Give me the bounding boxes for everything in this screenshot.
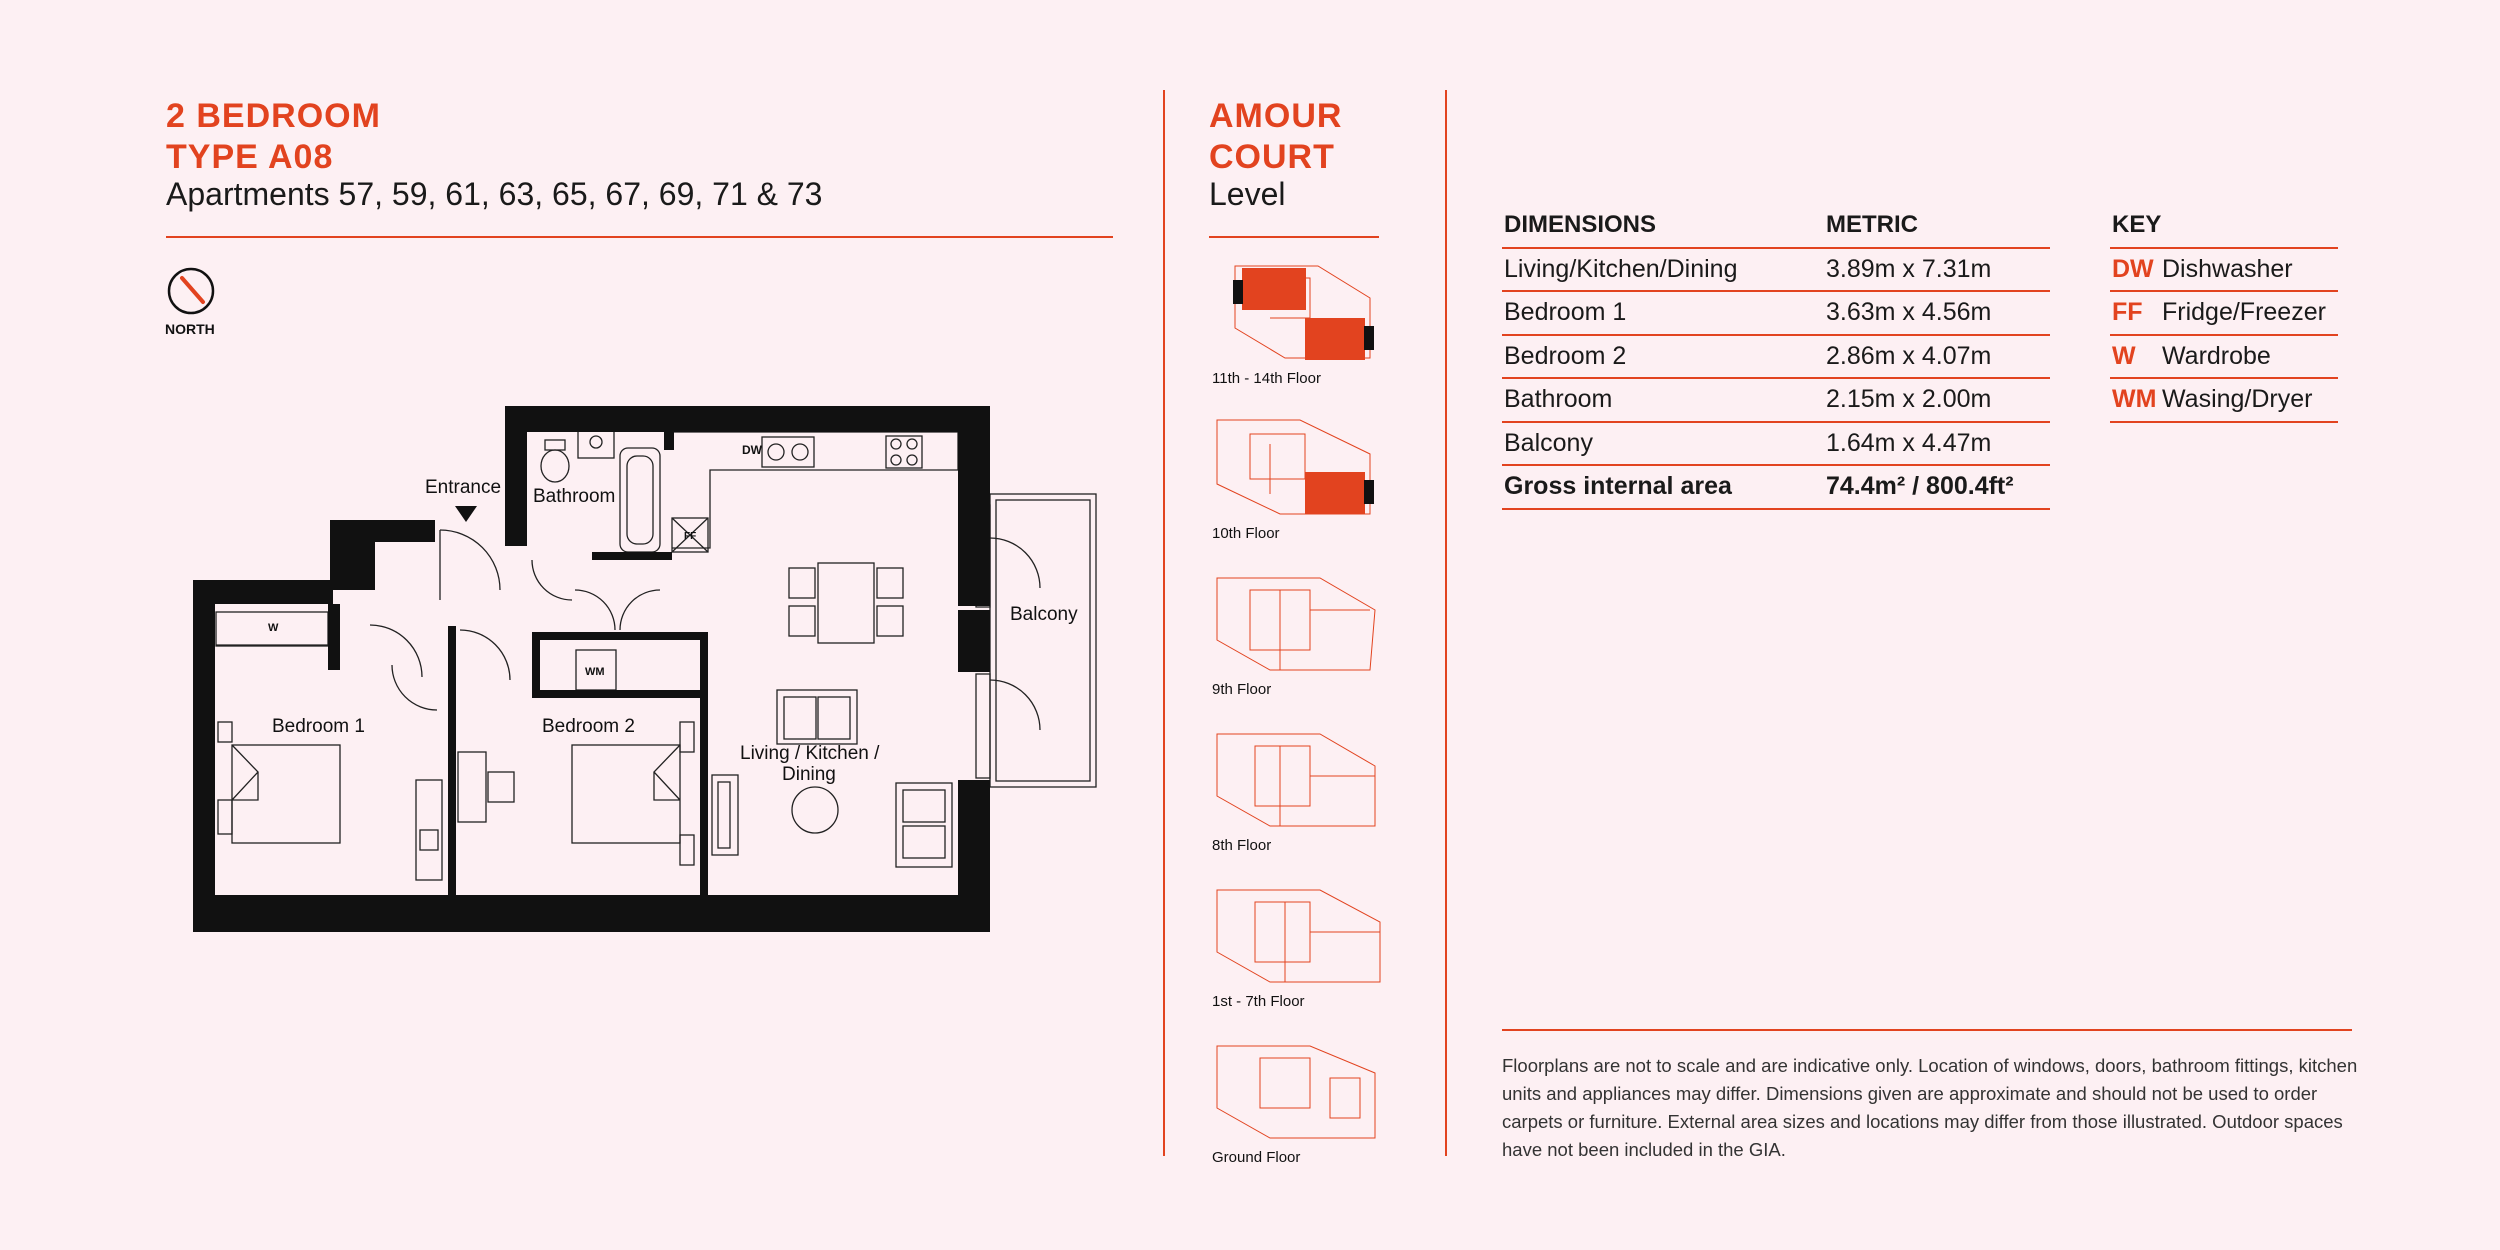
north-compass [166,266,216,321]
unit-title-line1: 2 BEDROOM [166,97,381,135]
room-name: Living/Kitchen/Dining [1502,248,1824,292]
key-code: FF [2110,291,2160,335]
label-w: W [268,622,279,634]
key-item [2110,248,2338,292]
north-label: NORTH [165,321,215,337]
table-row [1502,291,2050,335]
metric-header: METRIC [1824,204,2050,248]
floor-plan [190,400,1100,940]
label-ff: FF [684,531,697,542]
key-code: DW [2110,248,2160,292]
key-header: KEY [2110,204,2338,248]
label-dw: DW [742,443,762,457]
key-item [2110,378,2338,422]
room-name: Balcony [1502,422,1824,466]
label-bedroom2: Bedroom 2 [542,716,635,737]
gia-value: 74.4m² / 800.4ft² [1824,465,2050,509]
floor-label-1: 10th Floor [1212,525,1280,542]
floor-label-0: 11th - 14th Floor [1212,370,1321,387]
table-row [1502,248,2050,292]
label-balcony: Balcony [1010,604,1078,625]
room-size: 1.64m x 4.47m [1824,422,2050,466]
key-label: Fridge/Freezer [2160,291,2338,335]
entrance-arrow-icon [455,506,477,522]
label-wm: WM [585,666,605,678]
room-size: 3.89m x 7.31m [1824,248,2050,292]
floor-thumb-9[interactable] [1210,570,1390,678]
north-arrow-icon [166,266,216,316]
floor-thumb-1-7[interactable] [1210,882,1390,990]
floor-label-4: 1st - 7th Floor [1212,993,1305,1010]
dimensions-header: DIMENSIONS [1502,204,1824,248]
total-row [1502,465,2050,509]
floor-label-5: Ground Floor [1212,1149,1301,1166]
gia-label: Gross internal area [1502,465,1824,509]
table-row [1502,422,2050,466]
room-size: 2.86m x 4.07m [1824,335,2050,379]
dimensions-table [1502,204,2050,510]
room-name: Bathroom [1502,378,1824,422]
key-label: Wasing/Dryer [2160,378,2338,422]
level-divider [1209,236,1379,238]
label-living-1: Living / Kitchen / [740,743,880,764]
room-size: 2.15m x 2.00m [1824,378,2050,422]
key-item [2110,335,2338,379]
floor-label-2: 9th Floor [1212,681,1272,698]
key-code: WM [2110,378,2160,422]
room-name: Bedroom 2 [1502,335,1824,379]
table-row [1502,378,2050,422]
disclaimer-divider [1502,1029,2352,1031]
divider-right [1445,90,1447,1156]
building-name-line1: AMOUR [1209,97,1343,135]
label-entrance: Entrance [425,477,502,498]
balcony-outline [990,494,1096,787]
key-label: Wardrobe [2160,335,2338,379]
floor-thumb-ground[interactable] [1210,1038,1390,1146]
dimensions-header-row [1502,204,2050,248]
table-row [1502,335,2050,379]
key-item [2110,291,2338,335]
floor-label-3: 8th Floor [1212,837,1272,854]
key-table [2110,204,2338,423]
header-divider [166,236,1113,238]
floor-thumb-10[interactable] [1210,414,1390,522]
divider-left [1163,90,1165,1156]
unit-title-line2: TYPE A08 [166,138,334,176]
floor-thumb-8[interactable] [1210,726,1390,834]
room-name: Bedroom 1 [1502,291,1824,335]
key-code: W [2110,335,2160,379]
label-bedroom1: Bedroom 1 [272,716,365,737]
level-label: Level [1209,176,1286,212]
label-living-2: Dining [782,764,836,785]
key-header-row [2110,204,2338,248]
room-size: 3.63m x 4.56m [1824,291,2050,335]
building-name-line2: COURT [1209,138,1335,176]
key-label: Dishwasher [2160,248,2338,292]
label-bathroom: Bathroom [533,486,616,507]
disclaimer-text: Floorplans are not to scale and are indicative only. Location of windows, doors, bathroom fittings, kitchen units and appliances may differ. Dimensions given are approximate and should not be used to order carpets or furniture. External area sizes and locations may differ from those illustrated. Outdoor spaces have not been included in the GIA. [1502,1055,2358,1160]
apartments-list: Apartments 57, 59, 61, 63, 65, 67, 69, 71 & 73 [166,176,823,212]
floor-thumb-11-14[interactable] [1210,258,1390,366]
